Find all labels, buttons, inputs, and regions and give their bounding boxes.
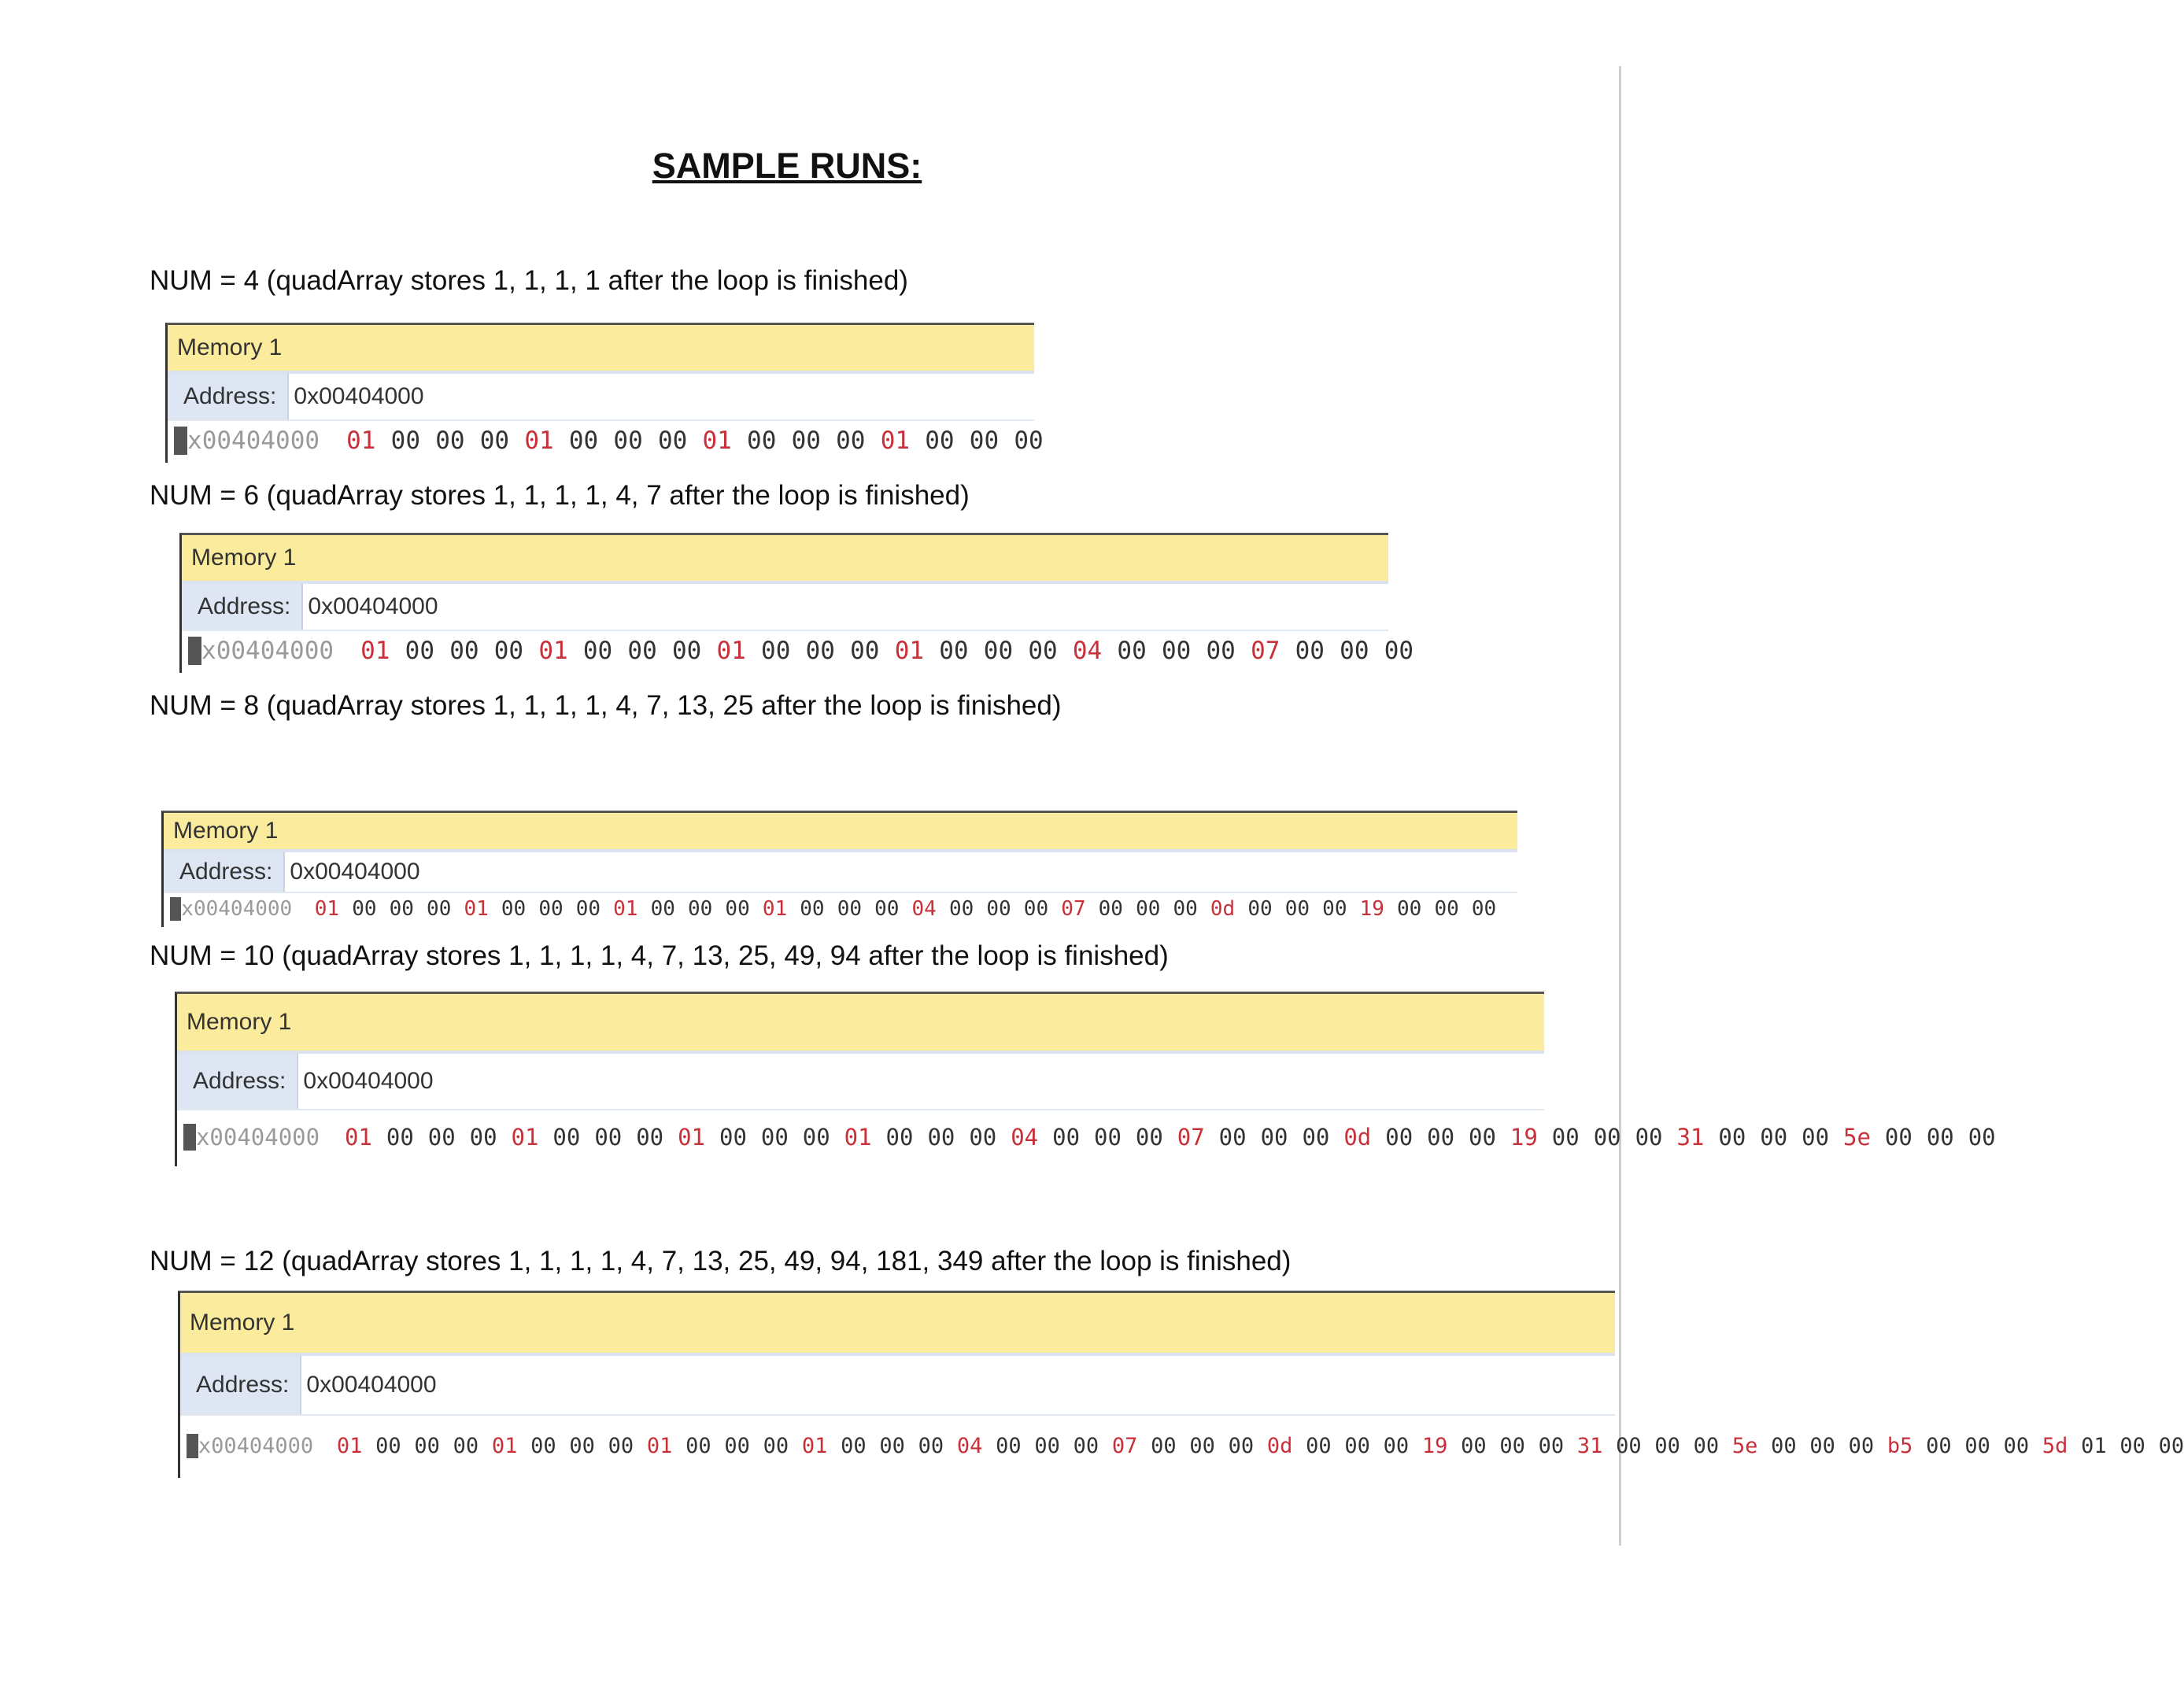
memory-byte[interactable]: 01 — [538, 637, 568, 665]
memory-byte[interactable]: 00 — [1306, 1433, 1332, 1458]
memory-byte[interactable]: 00 — [1884, 1124, 1912, 1151]
memory-byte[interactable]: 00 — [969, 427, 1000, 455]
memory-window — [179, 533, 1414, 673]
memory-byte[interactable]: 00 — [1028, 637, 1058, 665]
row-address: x00404000 — [201, 637, 334, 665]
memory-row — [168, 419, 1044, 460]
address-input[interactable]: 0x00404000 — [301, 584, 1388, 630]
memory-byte[interactable]: 00 — [1760, 1124, 1788, 1151]
memory-byte[interactable]: 01 — [762, 897, 788, 921]
memory-byte[interactable]: 31 — [1676, 1124, 1705, 1151]
memory-byte[interactable]: 00 — [1434, 897, 1459, 921]
memory-byte[interactable]: 00 — [1218, 1124, 1247, 1151]
memory-row — [164, 892, 1517, 925]
memory-byte[interactable]: 00 — [650, 897, 675, 921]
memory-byte[interactable]: 00 — [1260, 1124, 1288, 1151]
memory-byte[interactable]: 00 — [657, 427, 688, 455]
memory-byte[interactable]: 00 — [390, 427, 420, 455]
memory-byte[interactable]: 00 — [969, 1124, 997, 1151]
row-address: x00404000 — [198, 1433, 314, 1458]
memory-byte[interactable]: 00 — [1052, 1124, 1081, 1151]
text-cursor: 0 — [170, 897, 183, 921]
memory-byte[interactable]: 07 — [1251, 637, 1280, 665]
memory-byte[interactable]: 00 — [1538, 1433, 1565, 1458]
memory-byte[interactable]: 00 — [1295, 637, 1325, 665]
address-label: Address: — [179, 859, 273, 885]
memory-byte[interactable]: 00 — [1926, 1433, 1952, 1458]
memory-byte[interactable]: 00 — [1964, 1433, 1990, 1458]
memory-byte[interactable]: 00 — [427, 1124, 456, 1151]
memory-byte[interactable]: 01 — [613, 897, 638, 921]
memory-byte[interactable]: 00 — [918, 1433, 944, 1458]
memory-byte[interactable]: 00 — [594, 1124, 623, 1151]
memory-byte[interactable]: 00 — [1014, 427, 1044, 455]
memory-byte[interactable]: 00 — [805, 637, 835, 665]
memory-window-title: Memory 1 — [180, 1293, 1615, 1356]
memory-byte[interactable]: 00 — [1384, 637, 1414, 665]
memory-byte[interactable]: 0d — [1266, 1433, 1293, 1458]
memory-byte[interactable]: 00 — [1551, 1124, 1580, 1151]
memory-byte[interactable]: 01 — [464, 897, 489, 921]
run-caption: NUM = 6 (quadArray stores 1, 1, 1, 1, 4, 7 after the loop is finished) — [150, 480, 970, 511]
memory-byte[interactable]: 00 — [427, 897, 452, 921]
row-address: x00404000 — [187, 427, 320, 455]
memory-byte[interactable]: 00 — [927, 1124, 955, 1151]
memory-byte[interactable]: 00 — [1461, 1433, 1487, 1458]
memory-byte[interactable]: 5d — [2042, 1433, 2068, 1458]
memory-byte[interactable]: 07 — [1061, 897, 1086, 921]
address-bar — [168, 374, 1034, 419]
address-label: Address: — [196, 1372, 290, 1398]
memory-byte[interactable]: 00 — [2119, 1433, 2145, 1458]
memory-byte[interactable]: 00 — [1151, 1433, 1177, 1458]
memory-byte[interactable]: 00 — [389, 897, 414, 921]
memory-byte[interactable]: 00 — [1427, 1124, 1455, 1151]
memory-byte[interactable]: 5e — [1731, 1433, 1758, 1458]
memory-byte[interactable]: 00 — [1189, 1433, 1215, 1458]
memory-byte[interactable]: 01 — [524, 427, 554, 455]
memory-byte[interactable]: 00 — [1135, 1124, 1163, 1151]
memory-byte[interactable]: 00 — [1161, 637, 1192, 665]
memory-byte[interactable]: 01 — [894, 637, 925, 665]
memory-byte[interactable]: 00 — [761, 637, 791, 665]
memory-byte[interactable]: 00 — [2158, 1433, 2184, 1458]
memory-row — [180, 1414, 2184, 1476]
memory-byte[interactable]: 0d — [1210, 897, 1236, 921]
memory-byte[interactable]: 00 — [1397, 897, 1422, 921]
memory-byte[interactable]: 00 — [1771, 1433, 1797, 1458]
memory-byte[interactable]: 00 — [1023, 897, 1049, 921]
memory-byte[interactable]: 00 — [1654, 1433, 1680, 1458]
memory-byte[interactable]: 00 — [1718, 1124, 1746, 1151]
memory-byte[interactable]: 00 — [405, 637, 434, 665]
memory-row — [177, 1109, 1996, 1164]
memory-byte[interactable]: 00 — [925, 427, 955, 455]
memory-byte[interactable]: b5 — [1887, 1433, 1913, 1458]
memory-byte[interactable]: 00 — [501, 897, 527, 921]
memory-byte[interactable]: 00 — [686, 1433, 711, 1458]
memory-byte[interactable]: 00 — [1616, 1433, 1642, 1458]
memory-byte[interactable]: 00 — [2003, 1433, 2030, 1458]
memory-byte[interactable]: 5e — [1843, 1124, 1871, 1151]
memory-byte[interactable]: 00 — [760, 1124, 789, 1151]
memory-byte[interactable]: 00 — [879, 1433, 905, 1458]
memory-byte[interactable]: 00 — [414, 1433, 440, 1458]
memory-byte[interactable]: 00 — [719, 1124, 747, 1151]
memory-byte[interactable]: 19 — [1359, 897, 1384, 921]
run-caption: NUM = 8 (quadArray stores 1, 1, 1, 1, 4, 7, 13, 25 after the loop is finished) — [150, 690, 1062, 721]
memory-byte[interactable]: 00 — [435, 427, 465, 455]
memory-byte[interactable]: 00 — [493, 637, 524, 665]
memory-byte[interactable]: 00 — [939, 637, 969, 665]
memory-byte[interactable]: 00 — [1247, 897, 1273, 921]
memory-byte[interactable]: 00 — [1693, 1433, 1720, 1458]
memory-byte[interactable]: 00 — [1136, 897, 1161, 921]
memory-byte[interactable]: 04 — [911, 897, 937, 921]
memory-byte[interactable]: 00 — [688, 897, 713, 921]
memory-byte[interactable]: 00 — [1228, 1433, 1255, 1458]
memory-byte[interactable]: 00 — [1499, 1433, 1525, 1458]
memory-row — [182, 630, 1414, 670]
memory-byte[interactable]: 00 — [1173, 897, 1198, 921]
memory-byte[interactable]: 00 — [724, 1433, 750, 1458]
memory-byte[interactable]: 00 — [1073, 1433, 1099, 1458]
memory-byte[interactable]: 04 — [1011, 1124, 1039, 1151]
memory-byte[interactable]: 00 — [986, 897, 1011, 921]
memory-byte[interactable]: 00 — [1469, 1124, 1496, 1151]
memory-byte[interactable]: 01 — [491, 1433, 518, 1458]
memory-byte[interactable]: 01 — [801, 1433, 828, 1458]
memory-byte[interactable]: 00 — [582, 637, 613, 665]
memory-byte[interactable]: 19 — [1510, 1124, 1538, 1151]
address-input[interactable]: 0x00404000 — [287, 374, 1034, 419]
memory-byte[interactable]: 01 — [678, 1124, 706, 1151]
memory-byte[interactable]: 00 — [1117, 637, 1147, 665]
memory-byte[interactable]: 01 — [844, 1124, 872, 1151]
address-bar — [182, 584, 1388, 630]
memory-byte[interactable]: 01 — [646, 1433, 673, 1458]
memory-window-title: Memory 1 — [164, 813, 1517, 852]
memory-byte[interactable]: 00 — [725, 897, 750, 921]
memory-byte[interactable]: 00 — [538, 897, 564, 921]
memory-byte[interactable]: 00 — [1848, 1433, 1875, 1458]
memory-byte[interactable]: 01 — [716, 637, 746, 665]
memory-byte[interactable]: 00 — [671, 637, 702, 665]
address-bar — [180, 1356, 1615, 1414]
memory-byte[interactable]: 00 — [568, 427, 599, 455]
memory-byte[interactable]: 00 — [874, 897, 900, 921]
memory-byte[interactable]: 01 — [2081, 1433, 2107, 1458]
memory-byte[interactable]: 00 — [375, 1433, 401, 1458]
memory-byte[interactable]: 07 — [1111, 1433, 1138, 1458]
memory-byte[interactable]: 00 — [1098, 897, 1123, 921]
memory-byte[interactable]: 00 — [1322, 897, 1347, 921]
address-input[interactable]: 0x00404000 — [300, 1356, 1615, 1414]
memory-byte[interactable]: 00 — [983, 637, 1014, 665]
page-edge-line — [1619, 66, 1621, 1546]
row-address: x00404000 — [195, 1124, 320, 1151]
memory-byte[interactable]: 00 — [352, 897, 377, 921]
memory-byte[interactable]: 19 — [1421, 1433, 1448, 1458]
memory-byte[interactable]: 00 — [1635, 1124, 1663, 1151]
memory-byte[interactable]: 00 — [1593, 1124, 1621, 1151]
memory-byte[interactable]: 00 — [1034, 1433, 1060, 1458]
memory-window — [161, 811, 1517, 927]
memory-byte[interactable]: 00 — [386, 1124, 414, 1151]
text-cursor: 0 — [183, 1124, 198, 1151]
memory-byte[interactable]: 00 — [449, 637, 479, 665]
memory-byte[interactable]: 00 — [1302, 1124, 1330, 1151]
text-cursor: 0 — [188, 637, 203, 665]
memory-byte[interactable]: 00 — [1385, 1124, 1414, 1151]
memory-byte[interactable]: 01 — [344, 1124, 372, 1151]
memory-byte[interactable]: 00 — [479, 427, 510, 455]
memory-window-title: Memory 1 — [177, 994, 1544, 1054]
memory-byte[interactable]: 00 — [996, 1433, 1022, 1458]
memory-byte[interactable]: 00 — [747, 427, 777, 455]
memory-byte[interactable]: 00 — [1340, 637, 1369, 665]
address-label: Address: — [193, 1068, 286, 1094]
address-input[interactable]: 0x00404000 — [283, 852, 1517, 892]
memory-byte[interactable]: 00 — [636, 1124, 664, 1151]
memory-byte[interactable]: 00 — [1926, 1124, 1954, 1151]
memory-byte[interactable]: 01 — [314, 897, 340, 921]
memory-byte[interactable]: 00 — [613, 427, 643, 455]
memory-byte[interactable]: 00 — [1471, 897, 1497, 921]
page-title: SAMPLE RUNS: — [652, 146, 922, 186]
memory-byte[interactable]: 00 — [1383, 1433, 1410, 1458]
memory-window-title: Memory 1 — [182, 535, 1388, 584]
memory-byte[interactable]: 00 — [841, 1433, 867, 1458]
memory-byte[interactable]: 00 — [530, 1433, 556, 1458]
memory-byte[interactable]: 01 — [880, 427, 911, 455]
memory-byte[interactable]: 00 — [1802, 1124, 1830, 1151]
memory-window — [175, 992, 1996, 1166]
memory-byte[interactable]: 00 — [948, 897, 974, 921]
memory-byte[interactable]: 01 — [346, 427, 376, 455]
memory-byte[interactable]: 00 — [552, 1124, 581, 1151]
memory-byte[interactable]: 00 — [627, 637, 657, 665]
memory-byte[interactable]: 07 — [1177, 1124, 1205, 1151]
memory-window — [165, 323, 1044, 463]
memory-byte[interactable]: 00 — [453, 1433, 479, 1458]
memory-window-title: Memory 1 — [168, 325, 1034, 374]
address-label: Address: — [198, 593, 291, 619]
memory-byte[interactable]: 0d — [1343, 1124, 1372, 1151]
memory-byte[interactable]: 01 — [511, 1124, 539, 1151]
memory-byte[interactable]: 01 — [702, 427, 732, 455]
memory-byte[interactable]: 00 — [1344, 1433, 1370, 1458]
memory-byte[interactable]: 01 — [360, 637, 390, 665]
memory-byte[interactable]: 00 — [1284, 897, 1310, 921]
address-bar — [164, 852, 1517, 892]
memory-byte[interactable]: 00 — [608, 1433, 634, 1458]
memory-window — [178, 1291, 2184, 1478]
text-cursor: 0 — [187, 1433, 200, 1458]
memory-byte[interactable]: 31 — [1576, 1433, 1603, 1458]
memory-byte[interactable]: 00 — [1968, 1124, 1996, 1151]
address-label: Address: — [183, 383, 277, 409]
memory-byte[interactable]: 00 — [763, 1433, 789, 1458]
address-bar — [177, 1054, 1544, 1109]
address-input[interactable]: 0x00404000 — [297, 1054, 1544, 1109]
memory-byte[interactable]: 00 — [791, 427, 821, 455]
memory-byte[interactable]: 00 — [885, 1124, 914, 1151]
memory-byte[interactable]: 00 — [837, 897, 862, 921]
row-address: x00404000 — [181, 897, 293, 921]
text-cursor: 0 — [174, 427, 189, 455]
memory-byte[interactable]: 00 — [1206, 637, 1236, 665]
memory-byte[interactable]: 00 — [802, 1124, 830, 1151]
memory-byte[interactable]: 00 — [800, 897, 825, 921]
memory-byte[interactable]: 01 — [336, 1433, 363, 1458]
memory-byte[interactable]: 00 — [1094, 1124, 1122, 1151]
run-caption: NUM = 10 (quadArray stores 1, 1, 1, 1, 4, 7, 13, 25, 49, 94 after the loop is finished) — [150, 940, 1169, 971]
memory-byte[interactable]: 00 — [1809, 1433, 1835, 1458]
run-caption: NUM = 12 (quadArray stores 1, 1, 1, 1, 4, 7, 13, 25, 49, 94, 181, 349 after the loop is finished) — [150, 1246, 1292, 1276]
memory-byte[interactable]: 00 — [575, 897, 601, 921]
memory-byte[interactable]: 00 — [469, 1124, 497, 1151]
memory-byte[interactable]: 04 — [956, 1433, 983, 1458]
memory-byte[interactable]: 00 — [569, 1433, 595, 1458]
memory-byte[interactable]: 04 — [1072, 637, 1103, 665]
run-caption: NUM = 4 (quadArray stores 1, 1, 1, 1 after the loop is finished) — [150, 265, 908, 296]
memory-byte[interactable]: 00 — [836, 427, 866, 455]
memory-byte[interactable]: 00 — [850, 637, 880, 665]
